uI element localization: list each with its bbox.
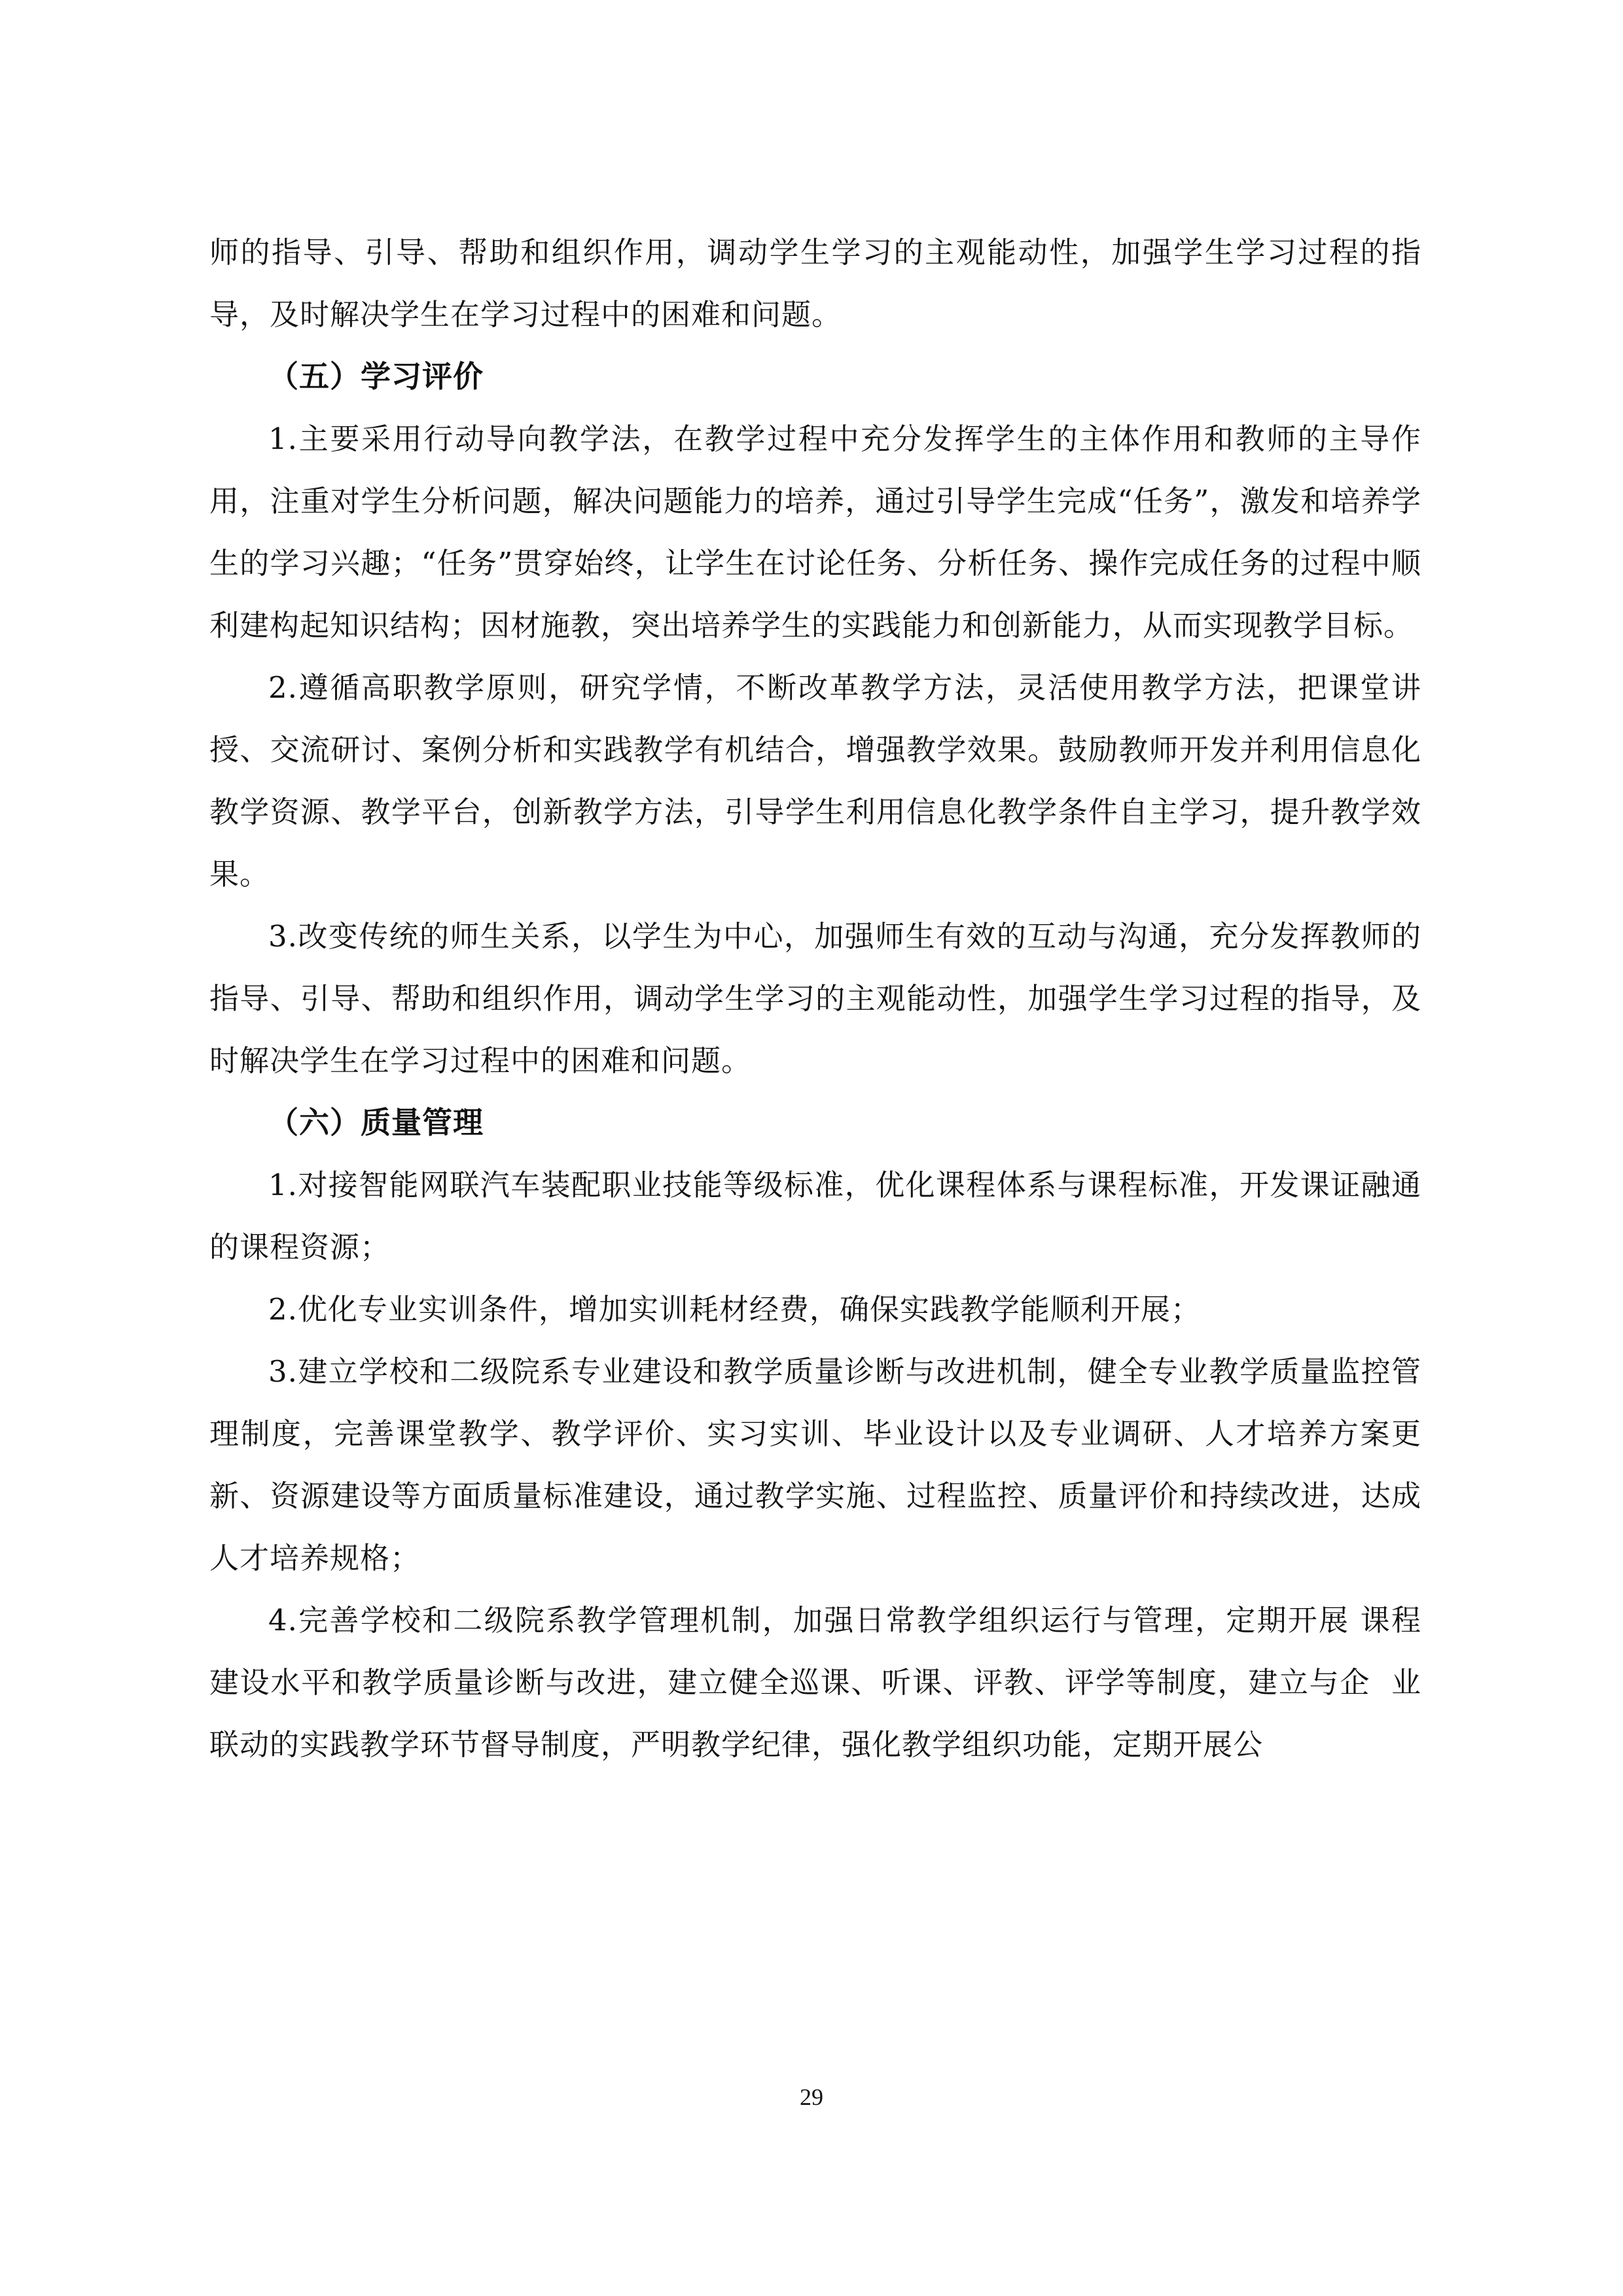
paragraph-quality-3: 3.建立学校和二级院系专业建设和教学质量诊断与改进机制，健全专业教学质量监控管理制度，完善课堂教学、教学评价、实习实训、毕业设计以及专业调研、人才培养方案更新、资源建设等方面质量标准建设，通过教学实施、过程监控、质量评价和持续改进，达成人才培养规格； [209, 1354, 1421, 1575]
paragraph-continued: 师的指导、引导、帮助和组织作用，调动学生学习的主观能动性，加强学生学习过程的指导，及时解决学生在学习过程中的困难和问题。 [209, 235, 1421, 332]
paragraph-quality-2: 2.优化专业实训条件，增加实训耗材经费，确保实践教学能顺利开展； [268, 1292, 1201, 1327]
page-number: 29 [800, 2084, 823, 2110]
paragraph-evaluation-3: 3.改变传统的师生关系，以学生为中心，加强师生有效的互动与沟通，充分发挥教师的指导、引导、帮助和组织作用，调动学生学习的主观能动性，加强学生学习过程的指导，及时解决学生在学习过程中的困难和问题。 [209, 919, 1421, 1078]
document-body [209, 221, 1421, 1776]
paragraph-quality-1: 1.对接智能网联汽车装配职业技能等级标准，优化课程体系与课程标准，开发课证融通的课程资源； [209, 1168, 1421, 1265]
section-heading-learning-evaluation: （五）学习评价 [268, 359, 484, 394]
paragraph-quality-4: 4.完善学校和二级院系教学管理机制，加强日常教学组织运行与管理，定期开展 课程建设水平和教学质量诊断与改进，建立健全巡课、听课、评教、评学等制度，建立与企 业联动的实践教学环节督导制度，严明教学纪律，强化教学组织功能，定期开展公 [209, 1603, 1421, 1762]
section-heading-quality-management: （六）质量管理 [268, 1105, 484, 1140]
paragraph-evaluation-2: 2.遵循高职教学原则，研究学情，不断改革教学方法，灵活使用教学方法，把课堂讲授、交流研讨、案例分析和实践教学有机结合，增强教学效果。鼓励教师开发并利用信息化教学资源、教学平台，创新教学方法，引导学生利用信息化教学条件自主学习，提升教学效果。 [209, 670, 1421, 891]
paragraph-evaluation-1: 1.主要采用行动导向教学法，在教学过程中充分发挥学生的主体作用和教师的主导作用，注重对学生分析问题，解决问题能力的培养，通过引导学生完成“任务”，激发和培养学生的学习兴趣；“任务”贯穿始终，让学生在讨论任务、分析任务、操作完成任务的过程中顺利建构起知识结构；因材施教，突出培养学生的实践能力和创新能力，从而实现教学目标。 [209, 422, 1421, 643]
